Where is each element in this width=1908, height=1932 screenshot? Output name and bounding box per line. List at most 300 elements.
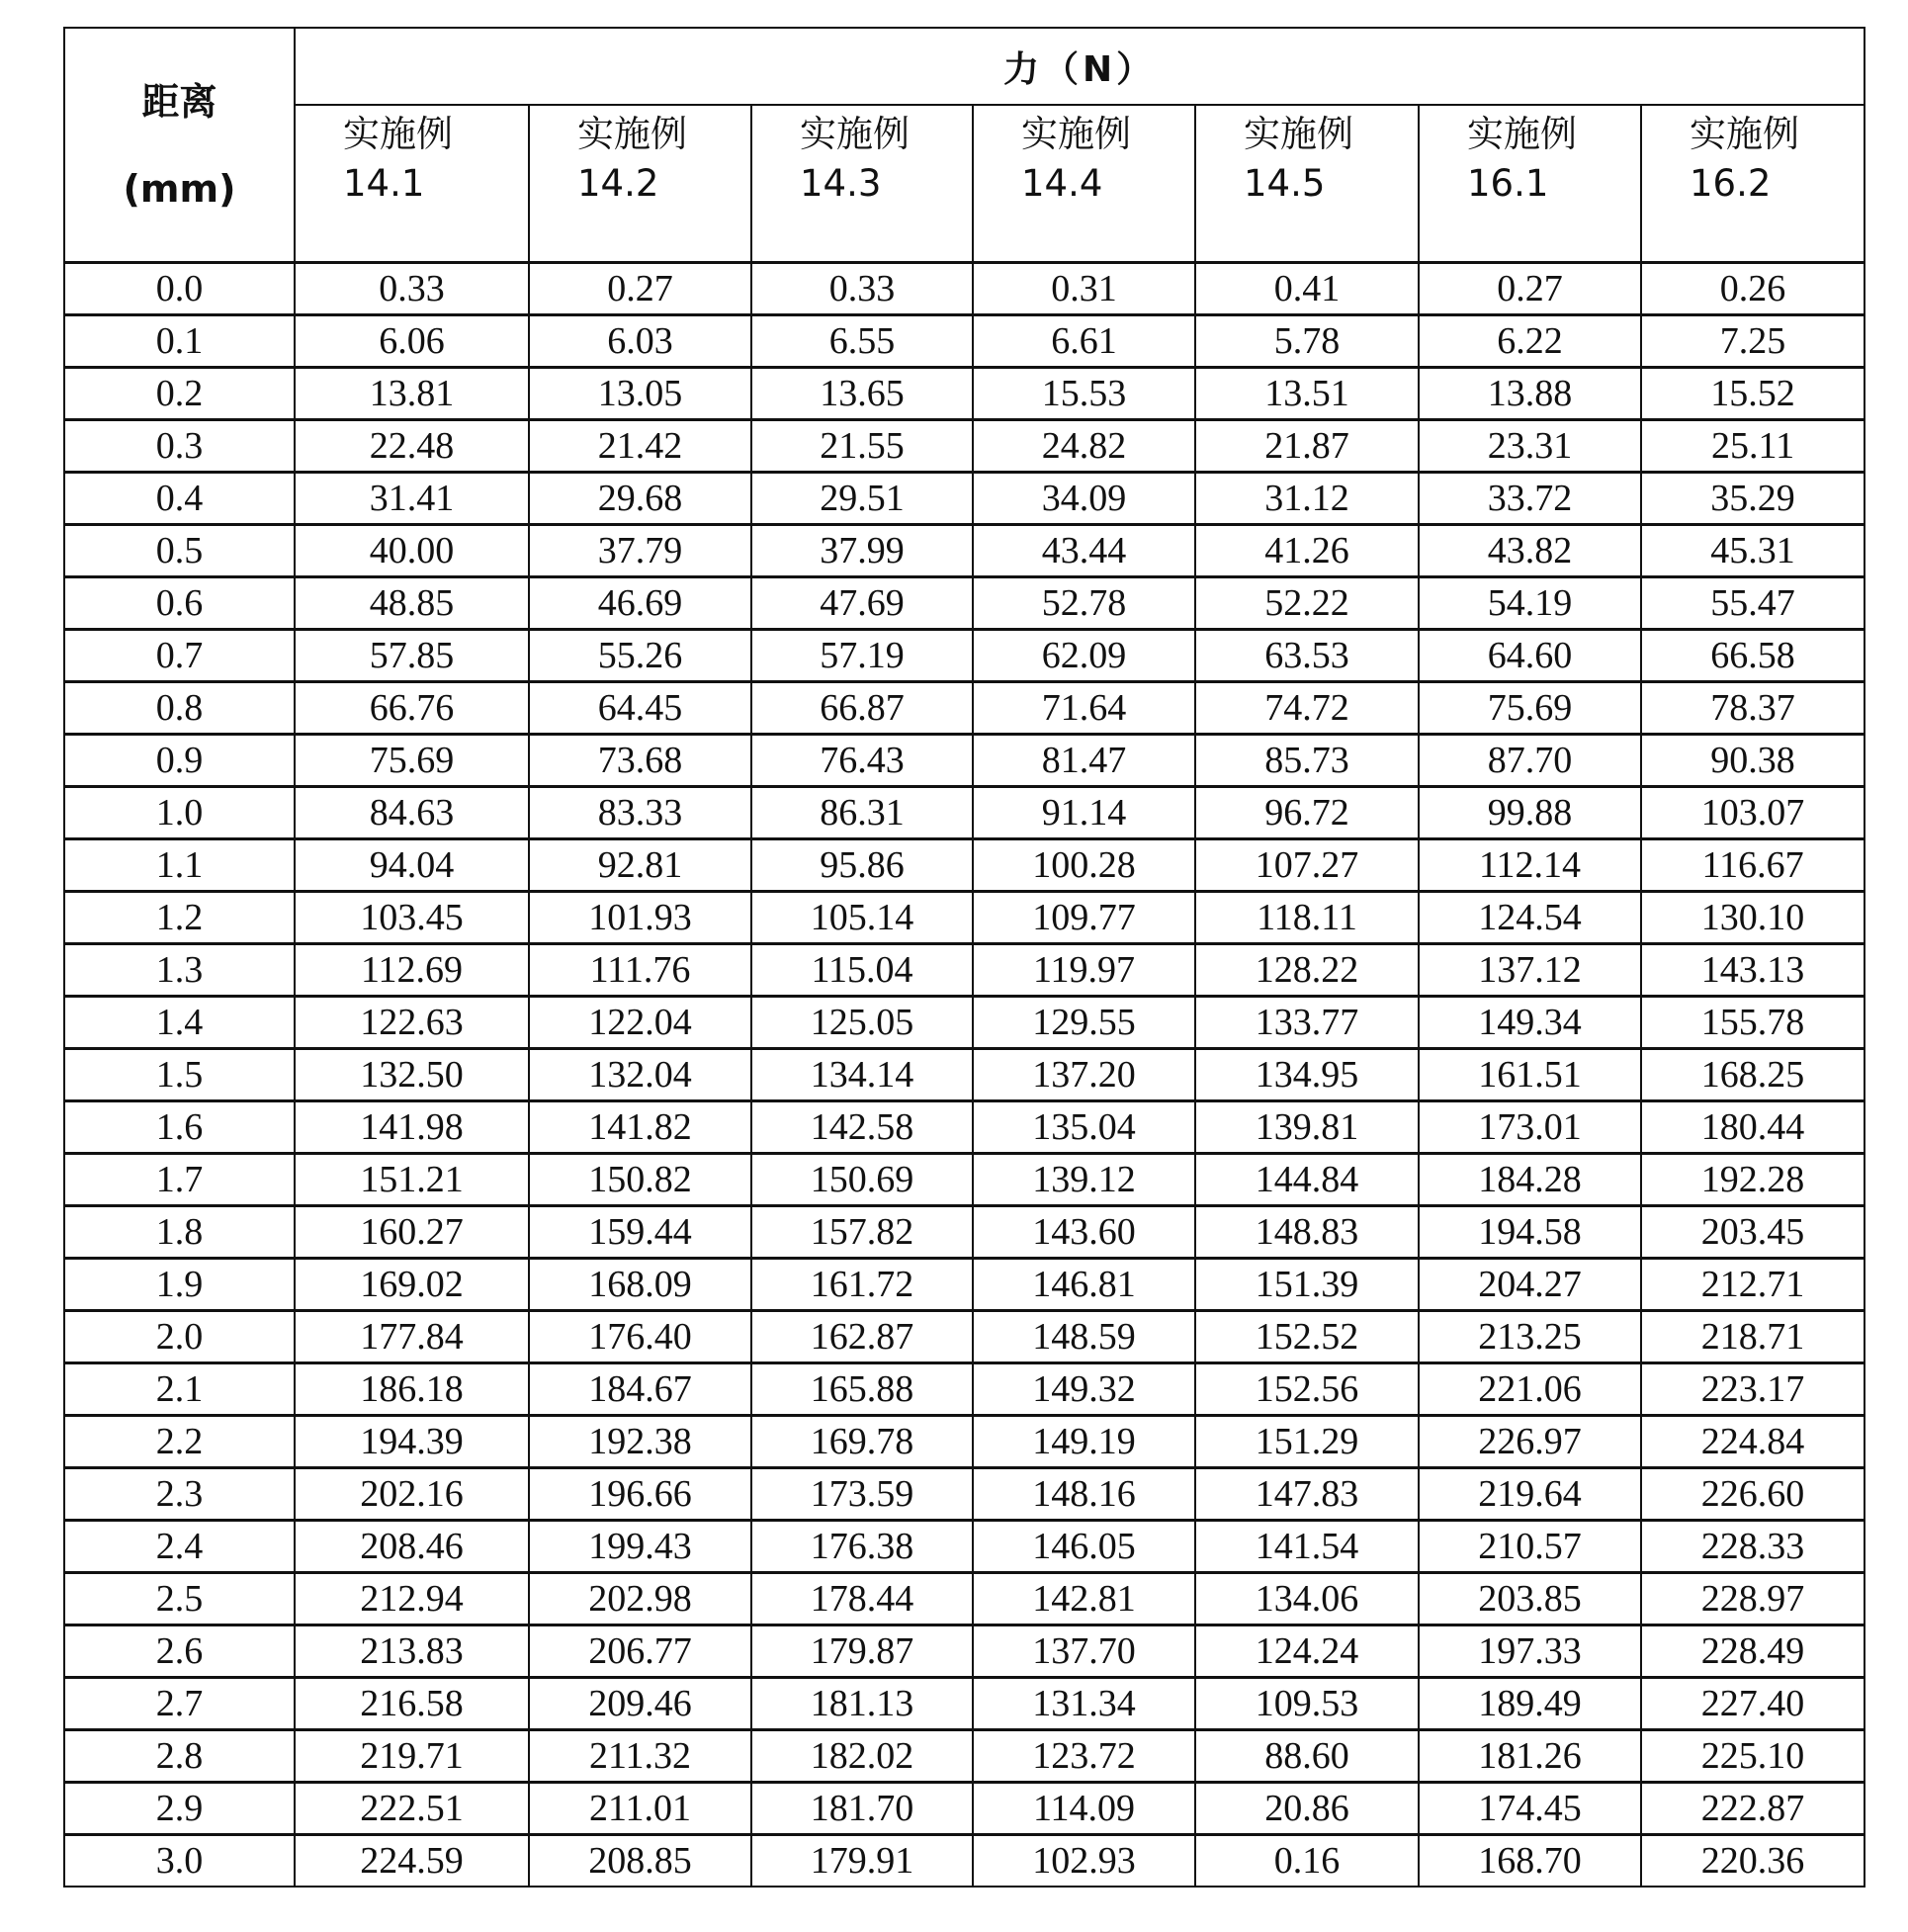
force-cell: 6.55 xyxy=(751,315,973,368)
force-cell: 100.28 xyxy=(973,839,1195,892)
force-cell: 15.53 xyxy=(973,368,1195,420)
force-cell: 124.54 xyxy=(1419,892,1641,944)
force-cell: 66.76 xyxy=(295,682,529,735)
force-cell: 225.10 xyxy=(1641,1730,1865,1783)
force-cell: 15.52 xyxy=(1641,368,1865,420)
force-cell: 222.51 xyxy=(295,1783,529,1835)
force-cell: 85.73 xyxy=(1195,735,1419,787)
force-cell: 219.64 xyxy=(1419,1468,1641,1521)
example-number: 16.2 xyxy=(1690,159,1864,209)
force-cell: 73.68 xyxy=(529,735,751,787)
force-cell: 40.00 xyxy=(295,525,529,577)
force-cell: 139.12 xyxy=(973,1154,1195,1206)
distance-cell: 0.7 xyxy=(64,630,295,682)
force-cell: 208.46 xyxy=(295,1521,529,1573)
example-label: 实施例 xyxy=(343,110,528,159)
force-cell: 141.54 xyxy=(1195,1521,1419,1573)
force-cell: 6.06 xyxy=(295,315,529,368)
table-row xyxy=(64,368,1865,420)
force-cell: 115.04 xyxy=(751,944,973,997)
force-cell: 95.86 xyxy=(751,839,973,892)
distance-cell: 0.3 xyxy=(64,420,295,473)
force-cell: 211.32 xyxy=(529,1730,751,1783)
force-cell: 139.81 xyxy=(1195,1101,1419,1154)
force-cell: 176.38 xyxy=(751,1521,973,1573)
force-cell: 78.37 xyxy=(1641,682,1865,735)
force-cell: 112.14 xyxy=(1419,839,1641,892)
force-cell: 33.72 xyxy=(1419,473,1641,525)
example-header xyxy=(751,105,973,263)
force-cell: 134.14 xyxy=(751,1049,973,1101)
force-cell: 13.81 xyxy=(295,368,529,420)
force-cell: 202.98 xyxy=(529,1573,751,1625)
distance-cell: 2.3 xyxy=(64,1468,295,1521)
distance-cell: 0.8 xyxy=(64,682,295,735)
force-cell: 223.17 xyxy=(1641,1363,1865,1416)
example-header xyxy=(973,105,1195,263)
force-cell: 122.63 xyxy=(295,997,529,1049)
force-cell: 13.88 xyxy=(1419,368,1641,420)
force-cell: 96.72 xyxy=(1195,787,1419,839)
example-header xyxy=(1419,105,1641,263)
force-cell: 155.78 xyxy=(1641,997,1865,1049)
force-cell: 216.58 xyxy=(295,1678,529,1730)
table-body xyxy=(64,263,1865,1888)
distance-cell: 0.9 xyxy=(64,735,295,787)
force-cell: 196.66 xyxy=(529,1468,751,1521)
example-number: 14.2 xyxy=(577,159,750,209)
force-cell: 45.31 xyxy=(1641,525,1865,577)
force-cell: 5.78 xyxy=(1195,315,1419,368)
table-row xyxy=(64,682,1865,735)
force-cell: 150.82 xyxy=(529,1154,751,1206)
table-row xyxy=(64,1363,1865,1416)
table-row xyxy=(64,997,1865,1049)
force-cell: 34.09 xyxy=(973,473,1195,525)
force-cell: 192.38 xyxy=(529,1416,751,1468)
table-row xyxy=(64,1416,1865,1468)
distance-cell: 1.9 xyxy=(64,1259,295,1311)
distance-cell: 2.2 xyxy=(64,1416,295,1468)
force-cell: 224.84 xyxy=(1641,1416,1865,1468)
table-row xyxy=(64,577,1865,630)
distance-cell: 0.5 xyxy=(64,525,295,577)
table-row xyxy=(64,1678,1865,1730)
force-cell: 0.27 xyxy=(529,263,751,315)
distance-unit: (mm) xyxy=(65,145,294,232)
example-label: 实施例 xyxy=(1467,110,1640,159)
force-cell: 134.06 xyxy=(1195,1573,1419,1625)
force-cell: 128.22 xyxy=(1195,944,1419,997)
force-cell: 174.45 xyxy=(1419,1783,1641,1835)
force-cell: 21.87 xyxy=(1195,420,1419,473)
force-cell: 35.29 xyxy=(1641,473,1865,525)
force-cell: 177.84 xyxy=(295,1311,529,1363)
force-cell: 102.93 xyxy=(973,1835,1195,1888)
force-cell: 7.25 xyxy=(1641,315,1865,368)
force-cell: 161.51 xyxy=(1419,1049,1641,1101)
force-cell: 137.20 xyxy=(973,1049,1195,1101)
example-label: 实施例 xyxy=(1244,110,1418,159)
force-cell: 161.72 xyxy=(751,1259,973,1311)
force-cell: 141.98 xyxy=(295,1101,529,1154)
force-cell: 213.25 xyxy=(1419,1311,1641,1363)
distance-cell: 1.0 xyxy=(64,787,295,839)
table-row xyxy=(64,525,1865,577)
force-cell: 94.04 xyxy=(295,839,529,892)
force-cell: 123.72 xyxy=(973,1730,1195,1783)
force-cell: 202.16 xyxy=(295,1468,529,1521)
distance-cell: 1.2 xyxy=(64,892,295,944)
example-header xyxy=(529,105,751,263)
distance-cell: 1.1 xyxy=(64,839,295,892)
force-cell: 29.51 xyxy=(751,473,973,525)
force-cell: 55.26 xyxy=(529,630,751,682)
force-cell: 116.67 xyxy=(1641,839,1865,892)
distance-cell: 2.6 xyxy=(64,1625,295,1678)
table-row xyxy=(64,735,1865,787)
table-row xyxy=(64,315,1865,368)
distance-cell: 1.3 xyxy=(64,944,295,997)
force-cell: 143.13 xyxy=(1641,944,1865,997)
force-cell: 31.12 xyxy=(1195,473,1419,525)
distance-cell: 2.5 xyxy=(64,1573,295,1625)
force-cell: 151.39 xyxy=(1195,1259,1419,1311)
distance-header xyxy=(64,28,295,263)
force-cell: 159.44 xyxy=(529,1206,751,1259)
force-cell: 209.46 xyxy=(529,1678,751,1730)
force-cell: 150.69 xyxy=(751,1154,973,1206)
force-cell: 210.57 xyxy=(1419,1521,1641,1573)
force-cell: 52.22 xyxy=(1195,577,1419,630)
force-cell: 218.71 xyxy=(1641,1311,1865,1363)
force-header: 力（N） xyxy=(295,28,1865,105)
force-cell: 6.03 xyxy=(529,315,751,368)
force-cell: 131.34 xyxy=(973,1678,1195,1730)
force-cell: 21.42 xyxy=(529,420,751,473)
force-cell: 75.69 xyxy=(1419,682,1641,735)
distance-cell: 2.9 xyxy=(64,1783,295,1835)
example-header xyxy=(1641,105,1865,263)
table-row xyxy=(64,1783,1865,1835)
force-cell: 192.28 xyxy=(1641,1154,1865,1206)
force-cell: 90.38 xyxy=(1641,735,1865,787)
force-cell: 0.16 xyxy=(1195,1835,1419,1888)
force-cell: 66.87 xyxy=(751,682,973,735)
distance-cell: 0.4 xyxy=(64,473,295,525)
force-cell: 107.27 xyxy=(1195,839,1419,892)
force-cell: 181.70 xyxy=(751,1783,973,1835)
force-cell: 173.01 xyxy=(1419,1101,1641,1154)
example-header-row xyxy=(64,105,1865,263)
force-cell: 179.87 xyxy=(751,1625,973,1678)
force-cell: 64.60 xyxy=(1419,630,1641,682)
force-cell: 203.45 xyxy=(1641,1206,1865,1259)
distance-cell: 2.7 xyxy=(64,1678,295,1730)
force-cell: 203.85 xyxy=(1419,1573,1641,1625)
force-cell: 143.60 xyxy=(973,1206,1195,1259)
force-cell: 142.58 xyxy=(751,1101,973,1154)
table-row xyxy=(64,1625,1865,1678)
force-cell: 41.26 xyxy=(1195,525,1419,577)
example-label: 实施例 xyxy=(800,110,972,159)
distance-cell: 2.8 xyxy=(64,1730,295,1783)
force-cell: 181.26 xyxy=(1419,1730,1641,1783)
force-cell: 133.77 xyxy=(1195,997,1419,1049)
force-cell: 92.81 xyxy=(529,839,751,892)
force-cell: 99.88 xyxy=(1419,787,1641,839)
force-cell: 0.26 xyxy=(1641,263,1865,315)
force-cell: 134.95 xyxy=(1195,1049,1419,1101)
distance-cell: 0.0 xyxy=(64,263,295,315)
force-cell: 63.53 xyxy=(1195,630,1419,682)
table-row xyxy=(64,473,1865,525)
force-cell: 213.83 xyxy=(295,1625,529,1678)
force-cell: 13.65 xyxy=(751,368,973,420)
force-cell: 111.76 xyxy=(529,944,751,997)
force-cell: 211.01 xyxy=(529,1783,751,1835)
force-cell: 157.82 xyxy=(751,1206,973,1259)
force-cell: 81.47 xyxy=(973,735,1195,787)
distance-cell: 2.0 xyxy=(64,1311,295,1363)
force-cell: 84.63 xyxy=(295,787,529,839)
force-cell: 57.85 xyxy=(295,630,529,682)
force-cell: 135.04 xyxy=(973,1101,1195,1154)
force-cell: 86.31 xyxy=(751,787,973,839)
force-cell: 137.70 xyxy=(973,1625,1195,1678)
force-cell: 91.14 xyxy=(973,787,1195,839)
force-cell: 148.83 xyxy=(1195,1206,1419,1259)
force-cell: 129.55 xyxy=(973,997,1195,1049)
force-cell: 101.93 xyxy=(529,892,751,944)
example-number: 14.5 xyxy=(1244,159,1418,209)
table-row xyxy=(64,1468,1865,1521)
distance-label: 距离 xyxy=(65,58,294,145)
force-cell: 219.71 xyxy=(295,1730,529,1783)
force-cell: 64.45 xyxy=(529,682,751,735)
table-row xyxy=(64,1835,1865,1888)
force-cell: 151.29 xyxy=(1195,1416,1419,1468)
force-cell: 105.14 xyxy=(751,892,973,944)
force-cell: 88.60 xyxy=(1195,1730,1419,1783)
example-label: 实施例 xyxy=(1690,110,1864,159)
force-cell: 13.05 xyxy=(529,368,751,420)
distance-cell: 2.4 xyxy=(64,1521,295,1573)
force-cell: 204.27 xyxy=(1419,1259,1641,1311)
force-cell: 22.48 xyxy=(295,420,529,473)
example-number: 14.3 xyxy=(800,159,972,209)
force-cell: 176.40 xyxy=(529,1311,751,1363)
table-row xyxy=(64,839,1865,892)
force-cell: 48.85 xyxy=(295,577,529,630)
force-cell: 197.33 xyxy=(1419,1625,1641,1678)
force-cell: 228.49 xyxy=(1641,1625,1865,1678)
force-cell: 109.53 xyxy=(1195,1678,1419,1730)
table-row xyxy=(64,1101,1865,1154)
force-cell: 83.33 xyxy=(529,787,751,839)
force-cell: 146.81 xyxy=(973,1259,1195,1311)
force-cell: 227.40 xyxy=(1641,1678,1865,1730)
force-cell: 43.44 xyxy=(973,525,1195,577)
force-cell: 147.83 xyxy=(1195,1468,1419,1521)
table-row xyxy=(64,892,1865,944)
force-cell: 124.24 xyxy=(1195,1625,1419,1678)
force-cell: 13.51 xyxy=(1195,368,1419,420)
example-number: 14.1 xyxy=(343,159,528,209)
force-cell: 146.05 xyxy=(973,1521,1195,1573)
force-cell: 226.97 xyxy=(1419,1416,1641,1468)
force-cell: 149.34 xyxy=(1419,997,1641,1049)
force-cell: 74.72 xyxy=(1195,682,1419,735)
force-cell: 144.84 xyxy=(1195,1154,1419,1206)
table-row xyxy=(64,1573,1865,1625)
force-cell: 181.13 xyxy=(751,1678,973,1730)
force-cell: 37.99 xyxy=(751,525,973,577)
force-cell: 114.09 xyxy=(973,1783,1195,1835)
force-cell: 109.77 xyxy=(973,892,1195,944)
force-cell: 24.82 xyxy=(973,420,1195,473)
force-cell: 23.31 xyxy=(1419,420,1641,473)
force-cell: 206.77 xyxy=(529,1625,751,1678)
force-cell: 182.02 xyxy=(751,1730,973,1783)
distance-cell: 1.8 xyxy=(64,1206,295,1259)
distance-cell: 1.5 xyxy=(64,1049,295,1101)
example-header xyxy=(1195,105,1419,263)
force-cell: 75.69 xyxy=(295,735,529,787)
force-cell: 47.69 xyxy=(751,577,973,630)
force-cell: 152.56 xyxy=(1195,1363,1419,1416)
force-cell: 54.19 xyxy=(1419,577,1641,630)
force-cell: 162.87 xyxy=(751,1311,973,1363)
table-row xyxy=(64,1521,1865,1573)
force-cell: 57.19 xyxy=(751,630,973,682)
force-cell: 149.32 xyxy=(973,1363,1195,1416)
force-cell: 168.09 xyxy=(529,1259,751,1311)
distance-cell: 1.6 xyxy=(64,1101,295,1154)
force-cell: 228.33 xyxy=(1641,1521,1865,1573)
table-row xyxy=(64,1049,1865,1101)
force-cell: 0.33 xyxy=(751,263,973,315)
table-row xyxy=(64,263,1865,315)
distance-cell: 1.4 xyxy=(64,997,295,1049)
example-number: 16.1 xyxy=(1467,159,1640,209)
force-cell: 43.82 xyxy=(1419,525,1641,577)
force-cell: 46.69 xyxy=(529,577,751,630)
table-row xyxy=(64,1154,1865,1206)
force-cell: 132.04 xyxy=(529,1049,751,1101)
distance-cell: 0.1 xyxy=(64,315,295,368)
force-cell: 119.97 xyxy=(973,944,1195,997)
force-cell: 71.64 xyxy=(973,682,1195,735)
example-number: 14.4 xyxy=(1021,159,1194,209)
force-cell: 152.52 xyxy=(1195,1311,1419,1363)
force-cell: 149.19 xyxy=(973,1416,1195,1468)
force-cell: 168.70 xyxy=(1419,1835,1641,1888)
force-cell: 103.07 xyxy=(1641,787,1865,839)
force-cell: 221.06 xyxy=(1419,1363,1641,1416)
force-cell: 20.86 xyxy=(1195,1783,1419,1835)
force-cell: 6.22 xyxy=(1419,315,1641,368)
table-row xyxy=(64,944,1865,997)
force-cell: 0.31 xyxy=(973,263,1195,315)
force-cell: 103.45 xyxy=(295,892,529,944)
force-cell: 29.68 xyxy=(529,473,751,525)
force-cell: 179.91 xyxy=(751,1835,973,1888)
force-cell: 169.78 xyxy=(751,1416,973,1468)
force-cell: 169.02 xyxy=(295,1259,529,1311)
force-cell: 66.58 xyxy=(1641,630,1865,682)
force-cell: 186.18 xyxy=(295,1363,529,1416)
table-row xyxy=(64,787,1865,839)
force-cell: 37.79 xyxy=(529,525,751,577)
distance-cell: 2.1 xyxy=(64,1363,295,1416)
force-cell: 178.44 xyxy=(751,1573,973,1625)
example-label: 实施例 xyxy=(577,110,750,159)
force-cell: 142.81 xyxy=(973,1573,1195,1625)
force-cell: 212.71 xyxy=(1641,1259,1865,1311)
table-row xyxy=(64,420,1865,473)
force-cell: 0.41 xyxy=(1195,263,1419,315)
force-cell: 148.59 xyxy=(973,1311,1195,1363)
force-cell: 226.60 xyxy=(1641,1468,1865,1521)
force-distance-table xyxy=(63,27,1865,1888)
force-cell: 25.11 xyxy=(1641,420,1865,473)
force-cell: 208.85 xyxy=(529,1835,751,1888)
force-cell: 184.67 xyxy=(529,1363,751,1416)
table-row xyxy=(64,630,1865,682)
force-cell: 76.43 xyxy=(751,735,973,787)
force-cell: 173.59 xyxy=(751,1468,973,1521)
table-row xyxy=(64,1730,1865,1783)
force-cell: 122.04 xyxy=(529,997,751,1049)
force-cell: 148.16 xyxy=(973,1468,1195,1521)
force-cell: 87.70 xyxy=(1419,735,1641,787)
force-cell: 132.50 xyxy=(295,1049,529,1101)
distance-cell: 3.0 xyxy=(64,1835,295,1888)
force-cell: 222.87 xyxy=(1641,1783,1865,1835)
force-cell: 0.27 xyxy=(1419,263,1641,315)
force-cell: 137.12 xyxy=(1419,944,1641,997)
force-cell: 112.69 xyxy=(295,944,529,997)
force-cell: 31.41 xyxy=(295,473,529,525)
distance-cell: 0.2 xyxy=(64,368,295,420)
distance-cell: 1.7 xyxy=(64,1154,295,1206)
force-cell: 220.36 xyxy=(1641,1835,1865,1888)
force-cell: 151.21 xyxy=(295,1154,529,1206)
force-cell: 194.39 xyxy=(295,1416,529,1468)
distance-cell: 0.6 xyxy=(64,577,295,630)
table-row xyxy=(64,1311,1865,1363)
example-header xyxy=(295,105,529,263)
example-label: 实施例 xyxy=(1021,110,1194,159)
force-cell: 160.27 xyxy=(295,1206,529,1259)
force-cell: 55.47 xyxy=(1641,577,1865,630)
force-cell: 52.78 xyxy=(973,577,1195,630)
force-cell: 130.10 xyxy=(1641,892,1865,944)
force-cell: 6.61 xyxy=(973,315,1195,368)
table-row xyxy=(64,1206,1865,1259)
force-cell: 165.88 xyxy=(751,1363,973,1416)
table-row xyxy=(64,1259,1865,1311)
force-cell: 228.97 xyxy=(1641,1573,1865,1625)
force-cell: 168.25 xyxy=(1641,1049,1865,1101)
force-cell: 224.59 xyxy=(295,1835,529,1888)
force-cell: 125.05 xyxy=(751,997,973,1049)
force-cell: 118.11 xyxy=(1195,892,1419,944)
force-cell: 199.43 xyxy=(529,1521,751,1573)
force-cell: 62.09 xyxy=(973,630,1195,682)
force-cell: 189.49 xyxy=(1419,1678,1641,1730)
